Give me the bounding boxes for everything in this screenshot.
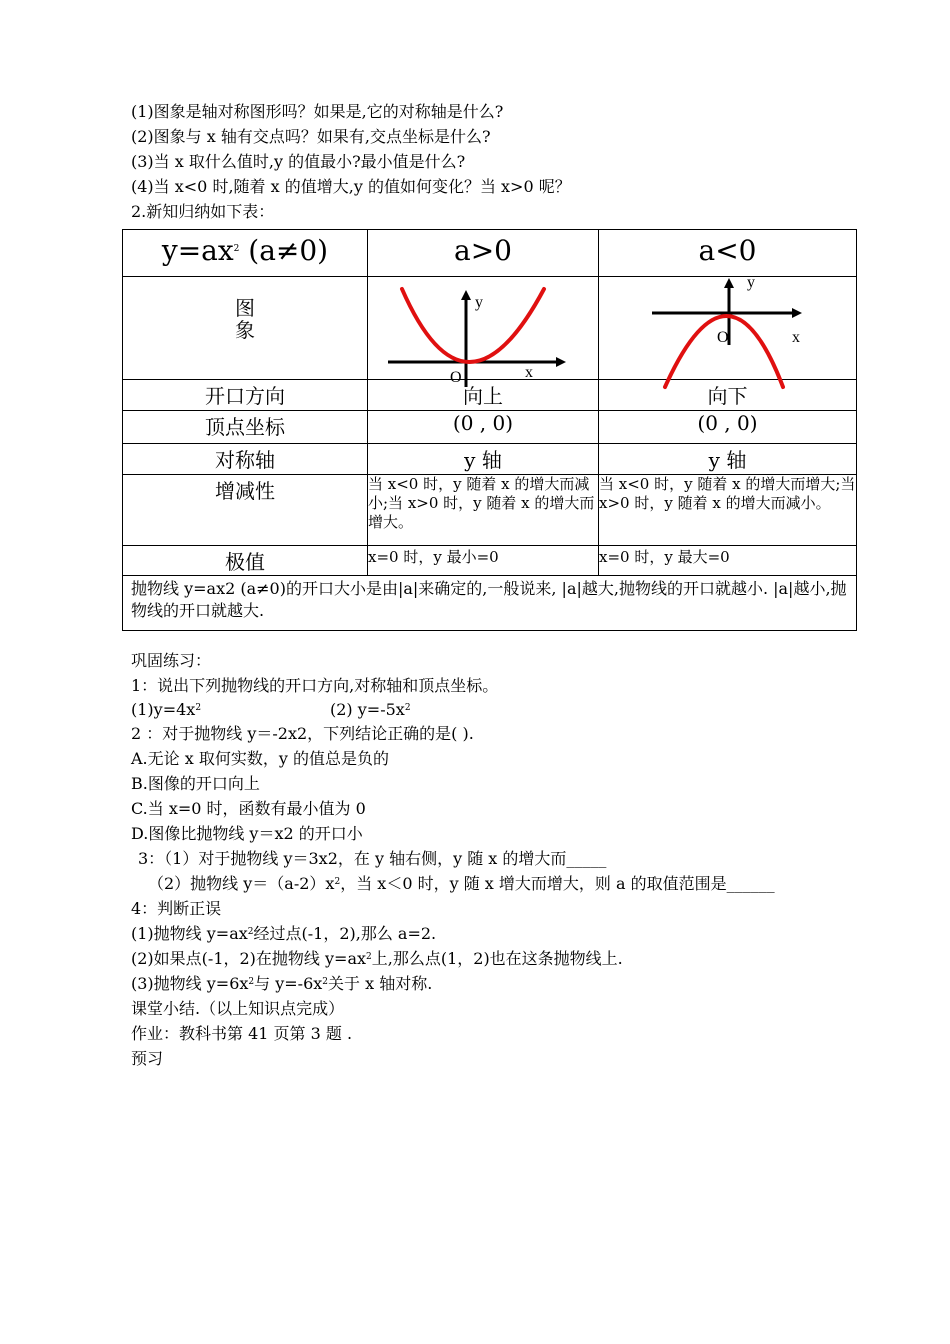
- question-4: (4)当 x<0 时,随着 x 的值增大,y 的值如何变化？当 x>0 呢？: [131, 177, 571, 196]
- vertex-negative: (0 , 0): [599, 411, 857, 444]
- practice-4c: (3)抛物线 $y=6x^2$与 $y=-6x^2$关于 x 轴对称.: [131, 974, 433, 993]
- origin-label: O: [717, 329, 729, 346]
- practice-3b: （2）抛物线 $y=(a-2)x^2$，当 x＜0 时，y 随 x 增大而增大，则 a 的取值范围是______: [148, 874, 775, 893]
- vertex-label: 顶点坐标: [123, 411, 368, 444]
- practice-2b: B.图像的开口向上: [131, 774, 260, 793]
- graph-row-label: 图 象: [123, 277, 368, 380]
- parabola-up-graph: [368, 277, 598, 387]
- axis-label: 对称轴: [123, 444, 368, 475]
- y-axis-arrow-icon: [724, 278, 734, 288]
- homework: 作业：教科书第 41 页第 3 题 .: [131, 1024, 353, 1043]
- y-axis-arrow-icon: [461, 290, 471, 300]
- axis-negative: y 轴: [599, 444, 857, 475]
- opening-size-note: 抛物线 y=ax2 (a≠0)的开口大小是由|a|来确定的,一般说来, |a|越大,抛物线的开口就越小. |a|越小,抛物线的开口就越大.: [123, 576, 857, 631]
- extremum-label: 极值: [123, 546, 368, 576]
- practice-2: 2 ：对于抛物线 y＝-2x2，下列结论正确的是( ).: [131, 724, 474, 743]
- question-3: (3)当 x 取什么值时,y 的值最小?最小值是什么?: [131, 152, 466, 171]
- monotonicity-negative: 当 x<0 时，y 随着 x 的增大而增大;当 x>0 时，y 随着 x 的增大而减小。: [599, 475, 857, 546]
- y-label: y: [475, 294, 483, 311]
- opening-positive: 向上: [368, 380, 599, 411]
- opening-negative: 向下: [599, 380, 857, 411]
- parabola-down-curve: [665, 316, 783, 387]
- extremum-positive: x=0 时，y 最小=0: [368, 546, 599, 576]
- preview: 预习: [131, 1049, 164, 1068]
- summary-heading: 2.新知归纳如下表：: [131, 202, 275, 221]
- header-a-negative: a<0: [599, 230, 857, 277]
- axis-positive: y 轴: [368, 444, 599, 475]
- opening-label: 开口方向: [123, 380, 368, 411]
- practice-4: 4：判断正误: [131, 899, 222, 918]
- x-axis-arrow-icon: [556, 357, 566, 367]
- question-2: (2)图象与 x 轴有交点吗？如果有,交点坐标是什么?: [131, 127, 491, 146]
- class-summary: 课堂小结.（以上知识点完成）: [131, 999, 345, 1018]
- vertex-positive: (0 , 0): [368, 411, 599, 444]
- practice-1a: $(1)y=4x^2$: [131, 700, 202, 719]
- header-function: $y=ax^2$ (a≠0): [123, 230, 368, 277]
- parabola-down-graph: [640, 270, 820, 395]
- practice-heading: 巩固练习：: [131, 651, 212, 670]
- header-a-positive: a>0: [368, 230, 599, 277]
- practice-4a: (1)抛物线 $y=ax^2$经过点(-1，2),那么 a=2.: [131, 924, 437, 943]
- x-axis-arrow-icon: [792, 308, 802, 318]
- practice-3a: 3：（1）对于抛物线 y＝3x2，在 y 轴右侧，y 随 x 的增大而_____: [138, 849, 607, 868]
- x-label: x: [792, 329, 800, 346]
- question-1: (1)图象是轴对称图形吗？如果是,它的对称轴是什么?: [131, 102, 504, 121]
- parabola-up-curve: [402, 289, 544, 362]
- practice-2a: A.无论 x 取何实数，y 的值总是负的: [131, 749, 389, 768]
- practice-4b: (2)如果点(-1，2)在抛物线 $y=ax^2$上,那么点(1，2)也在这条抛物线上.: [131, 949, 623, 968]
- origin-label: O: [450, 369, 462, 386]
- extremum-negative: x=0 时，y 最大=0: [599, 546, 857, 576]
- practice-1b: (2) $y=-5x^2$: [330, 700, 411, 719]
- monotonicity-label: 增减性: [123, 475, 368, 546]
- practice-2d: D.图像比抛物线 y＝x2 的开口小: [131, 824, 363, 843]
- y-label: y: [747, 274, 755, 291]
- practice-1: 1：说出下列抛物线的开口方向,对称轴和顶点坐标。: [131, 676, 499, 695]
- monotonicity-positive: 当 x<0 时，y 随着 x 的增大而减小;当 x>0 时，y 随着 x 的增大而增大。: [368, 475, 599, 546]
- practice-2c: C.当 x=0 时，函数有最小值为 0: [131, 799, 366, 818]
- x-label: x: [525, 364, 533, 381]
